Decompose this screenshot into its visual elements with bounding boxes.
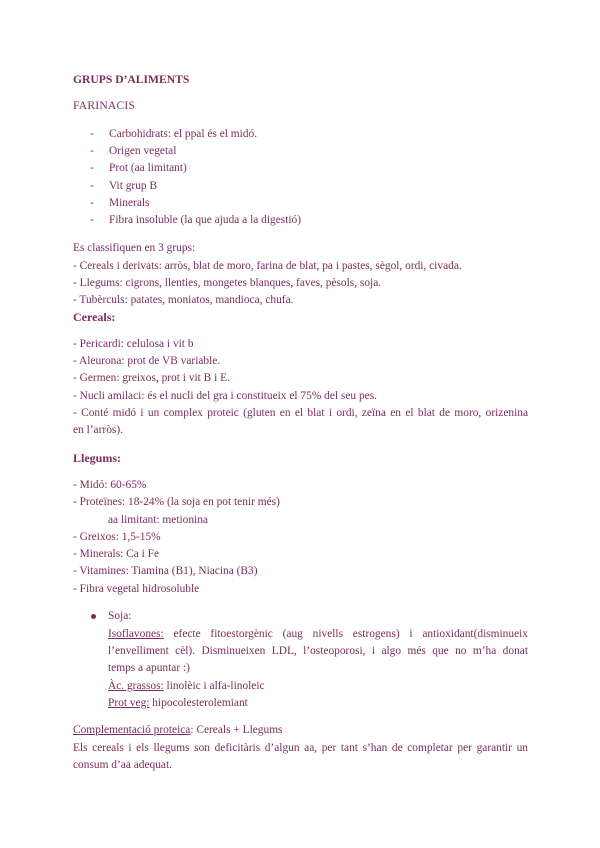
llegums-item: - Fibra vegetal hidrosoluble [73,583,200,595]
llegums-item: - Midó: 60-65% [73,479,147,491]
soja-label: Soja: [108,610,132,622]
list-item: Vit grup B [109,180,158,192]
section-heading-farinacis: FARINACIS [73,99,136,112]
classify-item: - Llegums: cigrons, llenties, mongetes blanques, faves, pèsols, soja. [73,277,382,289]
isoflavones-label: Isoflavones: [108,628,164,640]
prot-text: hipocolesterolemiant [149,697,248,709]
list-dash: - [90,197,94,209]
cereals-heading: Cereals: [73,310,116,324]
llegums-heading: Llegums: [73,451,121,465]
soja-prot-line [108,695,248,712]
llegums-indent-note: aa limitant: metionina [108,514,208,526]
soja-acids-line [108,678,265,695]
list-item: Minerals [109,197,150,209]
isoflavones-text: efecte fitoestorgènic (aug nivells estrogens) i antioxidant(disminueix [163,628,528,640]
list-item: Prot (aa limitant) [109,162,187,174]
cereals-item: - Aleurona: prot de VB variable. [73,355,221,367]
list-item: Origen vegetal [109,145,177,157]
llegums-item: - Greixos: 1,5-15% [73,531,161,543]
complement-paragraph-line: Els cereals i els llegums son deficitàris d’algun aa, per tant s’han de completar per garantir un [73,742,528,754]
list-item: Fibra insoluble (la que ajuda a la digestió) [109,214,302,226]
document-title: GRUPS D’ALIMENTS [73,73,190,86]
complement-paragraph-line: consum d’aa adequat. [73,759,172,771]
soja-isoflavones-line: l’envelliment cèl). Disminueixen LDL, l’osteoporosi, i algo més que no m’ha donat [108,645,528,657]
cereals-item: - Nucli amilaci: és el nucli del gra i constitueix el 75% del seu pes. [73,390,377,402]
llegums-item: - Proteïnes: 18-24% (la soja en pot tenir més) [73,496,280,508]
cereals-item-line: - Conté midó i un complex proteic (gluten en el blat i ordi, zeïna en el blat de moro, orizenina [73,407,528,419]
list-dash: - [90,214,94,226]
list-dash: - [90,145,94,157]
classify-intro: Es classifiquen en 3 grups: [73,242,196,254]
classify-item: - Cereals i derivats: arròs, blat de moro, farina de blat, pa i pastes, sègol, ordi, civada. [73,260,462,272]
acids-text: linolèic i alfa-linoleic [163,680,265,692]
list-dash: - [90,180,94,192]
list-item: Carbohidrats: el ppal és el midó. [109,128,258,140]
list-dash: - [90,162,94,174]
complement-label: Complementació proteica [73,724,191,736]
acids-label: Àc. grassos: [108,680,164,692]
llegums-item: - Minerals: Ca i Fe [73,548,160,560]
complement-heading [73,722,283,739]
cereals-item: - Germen: greixos, prot i vit B i E. [73,372,230,384]
cereals-item: - Pericardi: celulosa i vit b [73,338,194,350]
cereals-item-line: en l’arròs). [73,424,123,436]
soja-isoflavones-line: temps a apuntar :) [108,662,190,674]
bullet-dot-icon [91,614,96,619]
prot-label: Prot veg: [108,697,150,709]
list-dash: - [90,128,94,140]
complement-text: : Cereals + Llegums [190,724,283,736]
llegums-item: - Vitamines: Tiamina (B1), Niacina (B3) [73,565,258,577]
classify-item: - Tubèrculs: patates, moniatos, mandioca, chufa. [73,294,294,306]
soja-isoflavones-line [108,626,528,643]
